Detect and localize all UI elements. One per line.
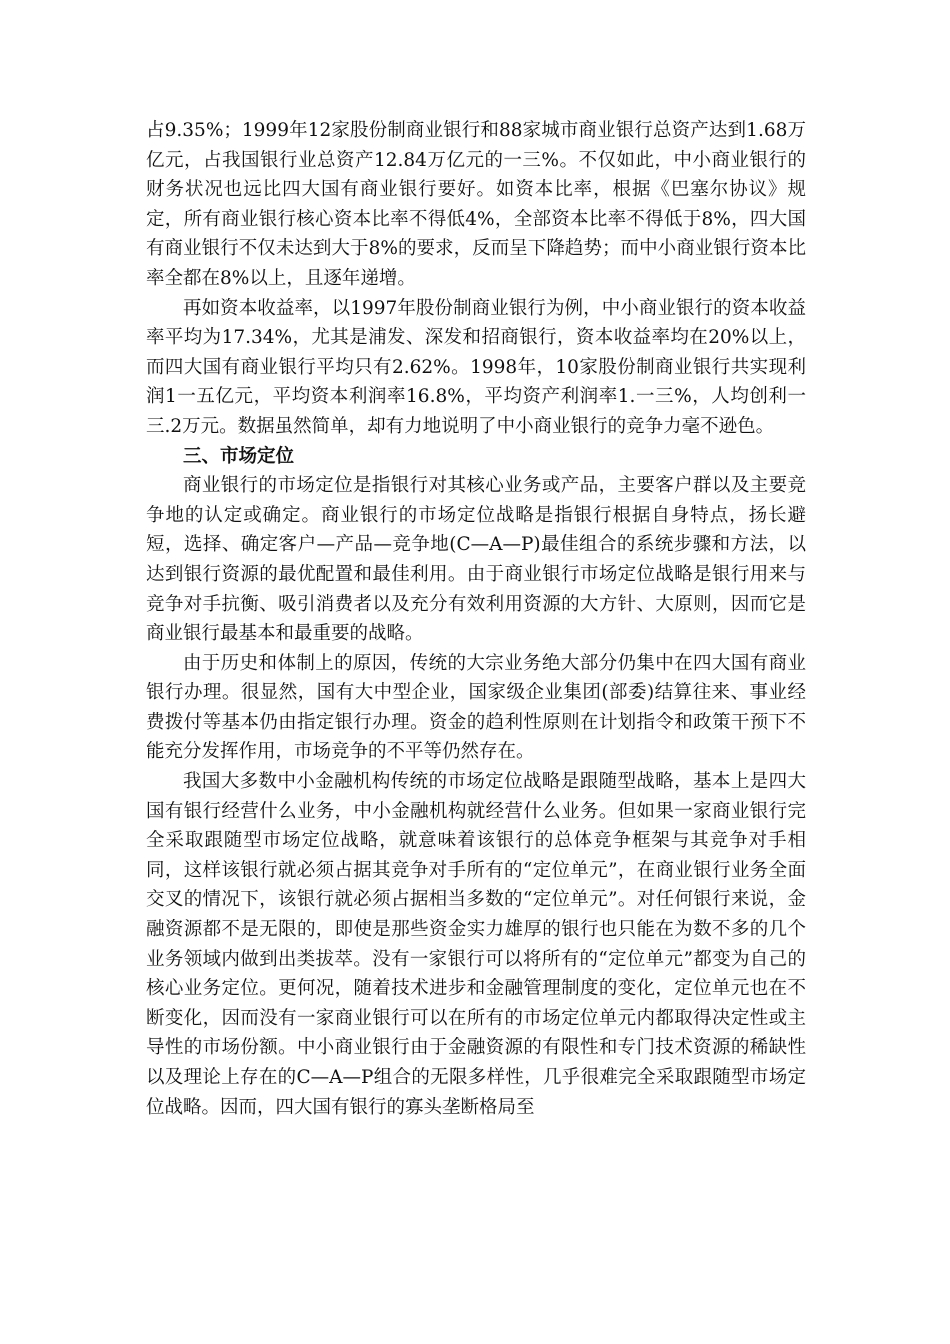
paragraph-capital-ratio: 占9.35%；1999年12家股份制商业银行和88家城市商业银行总资产达到1.68万亿元，占我国银行业总资产12.84万亿元的一三%。不仅如此，中小商业银行的财务状况也远比四大国有商业银行要好。如资本比率，根据《巴塞尔协议》规定，所有商业银行核心资本比率不得低4%，全部资本比率不得低于8%，四大国有商业银行不仅未达到大于8%的要求，反而呈下降趋势；而中小商业银行资本比率全都在8%以上，且逐年递增。	[146, 120, 806, 289]
paragraph-return-on-capital: 再如资本收益率，以1997年股份制商业银行为例，中小商业银行的资本收益率平均为17.34%，尤其是浦发、深发和招商银行，资本收益率均在20%以上，而四大国有商业银行平均只有2.62%。1998年，10家股份制商业银行共实现利润1一五亿元，平均资本利润率16.8%，平均资产利润率1.一三%，人均创利一三.2万元。数据虽然简单，却有力地说明了中小商业银行的竞争力毫不逊色。	[146, 297, 806, 437]
paragraph-follower-strategy: 我国大多数中小金融机构传统的市场定位战略是跟随型战略，基本上是四大国有银行经营什么业务，中小金融机构就经营什么业务。但如果一家商业银行完全采取跟随型市场定位战略，就意味着该银行的总体竞争框架与其竞争对手相同，这样该银行就必须占据其竞争对手所有的“定位单元”，在商业银行业务全面交叉的情况下，该银行就必须占据相当多数的“定位单元”。对任何银行来说，金融资源都不是无限的，即使是那些资金实力雄厚的银行也只能在为数不多的几个业务领域内做到出类拔萃。没有一家银行可以将所有的“定位单元”都变为自己的核心业务定位。更何况，随着技术进步和金融管理制度的变化，定位单元也在不断变化，因而没有一家商业银行可以在所有的市场定位单元内都取得决定性或主导性的市场份额。中小商业银行由于金融资源的有限性和专门技术资源的稀缺性以及理论上存在的C—A—P组合的无限多样性，几乎很难完全采取跟随型市场定位战略。因而，四大国有银行的寡头垄断格局至	[146, 771, 806, 1118]
section-heading: 三、市场定位	[183, 445, 295, 467]
paragraph-historical-reasons: 由于历史和体制上的原因，传统的大宗业务绝大部分仍集中在四大国有商业银行办理。很显然，国有大中型企业，国家级企业集团(部委)结算往来、事业经费拨付等基本仍由指定银行办理。资金的趋利性原则在计划指令和政策干预下不能充分发挥作用，市场竞争的不平等仍然存在。	[146, 652, 806, 763]
paragraph-market-positioning-definition: 商业银行的市场定位是指银行对其核心业务或产品，主要客户群以及主要竞争地的认定或确定。商业银行的市场定位战略是指银行根据自身特点，扬长避短，选择、确定客户—产品—竞争地(C—A—P)最佳组合的系统步骤和方法，以达到银行资源的最优配置和最佳利用。由于商业银行市场定位战略是银行用来与竞争对手抗衡、吸引消费者以及充分有效利用资源的大方针、大原则，因而它是商业银行最基本和最重要的战略。	[146, 475, 806, 645]
document-page	[146, 116, 806, 1122]
